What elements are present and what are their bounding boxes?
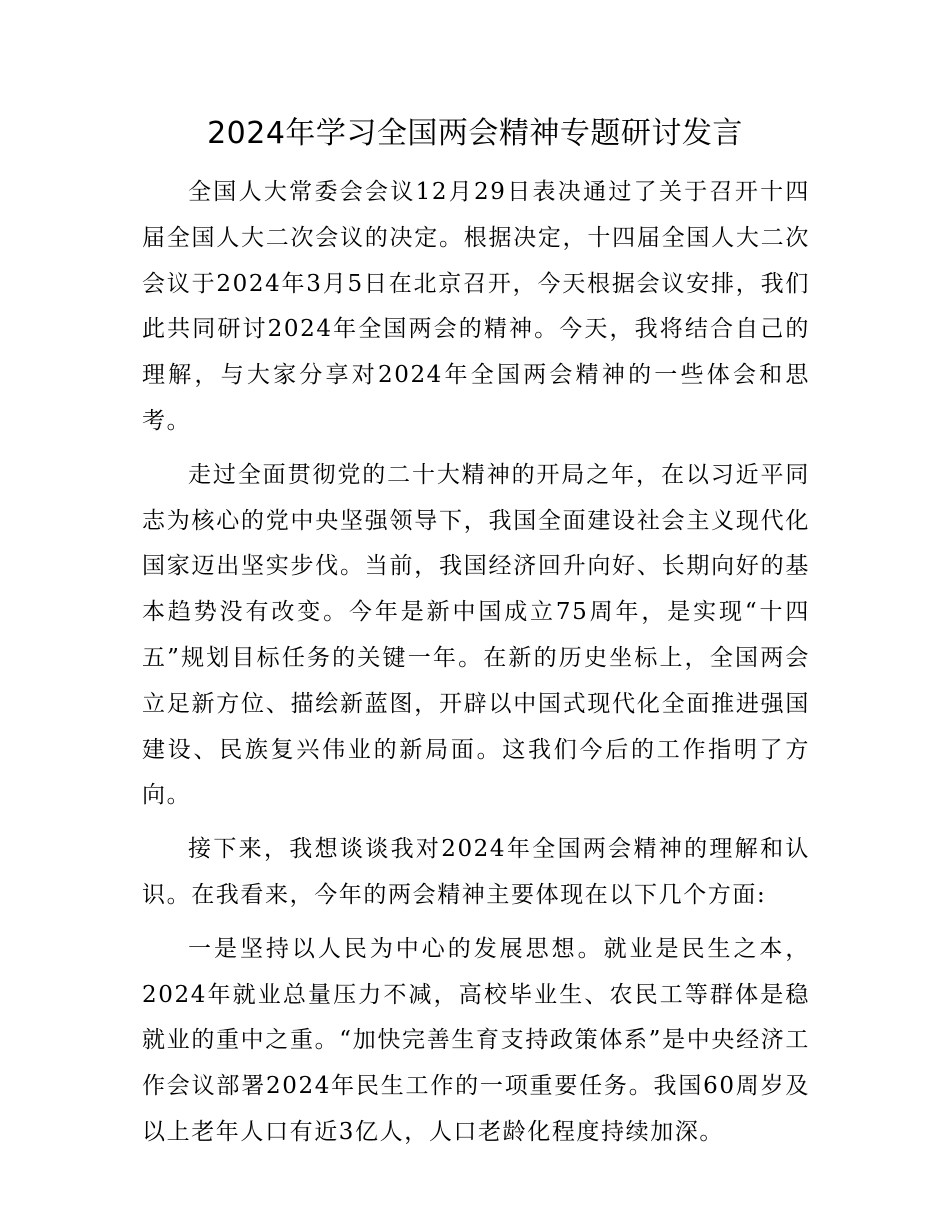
paragraph-transition: 接下来，我想谈谈我对2024年全国两会精神的理解和认识。在我看来，今年的两会精神主要体现在以下几个方面: xyxy=(142,836,810,908)
document-body xyxy=(142,170,810,1164)
paragraph-intro: 全国人大常委会会议12月29日表决通过了关于召开十四届全国人大二次会议的决定。根据决定，十四届全国人大二次会议于2024年3月5日在北京召开，今天根据会议安排，我们此共同研讨2024年全国两会的精神。今天，我将结合自己的理解，与大家分享对2024年全国两会精神的一些体会和思考。 xyxy=(142,179,810,434)
paragraph-point-one: 一是坚持以人民为中心的发展思想。就业是民生之本，2024年就业总量压力不减，高校毕业生、农民工等群体是稳就业的重中之重。“加快完善生育支持政策体系”是中央经济工作会议部署2024年民生工作的一项重要任务。我国60周岁及以上老年人口有近3亿人，人口老龄化程度持续加深。 xyxy=(142,935,810,1145)
document-title: 2024年学习全国两会精神专题研讨发言 xyxy=(207,116,743,151)
paragraph-background: 走过全面贯彻党的二十大精神的开局之年，在以习近平同志为核心的党中央坚强领导下，我国全面建设社会主义现代化国家迈出坚实步伐。当前，我国经济回升向好、长期向好的基本趋势没有改变。今年是新中国成立75周年，是实现“十四五”规划目标任务的关键一年。在新的历史坐标上，全国两会立足新方位、描绘新蓝图，开辟以中国式现代化全面推进强国建设、民族复兴伟业的新局面。这我们今后的工作指明了方向。 xyxy=(142,461,810,809)
